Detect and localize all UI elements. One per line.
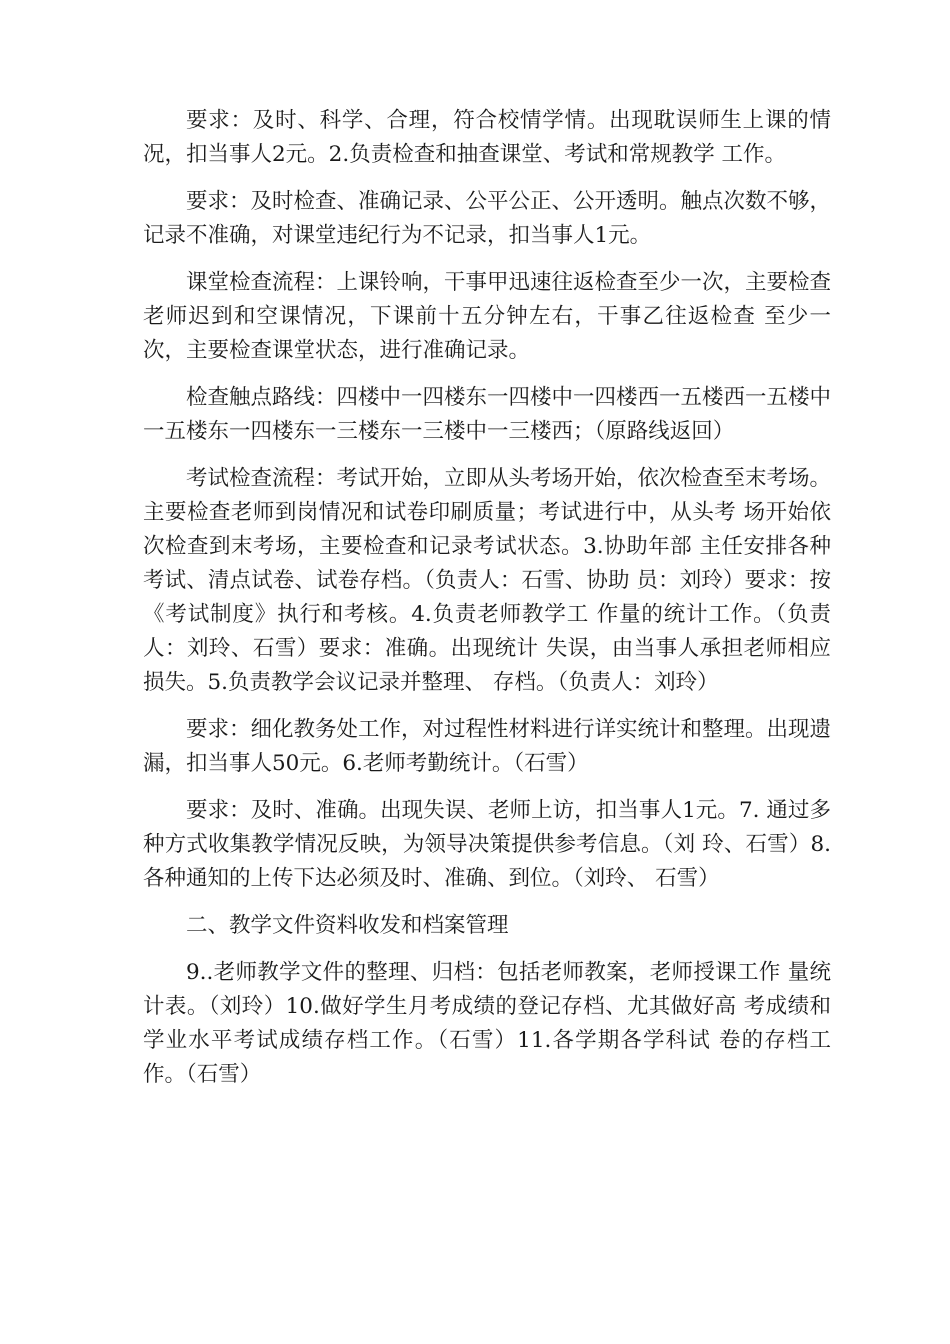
paragraph-requirements-inspection: 要求：及时检查、准确记录、公平公正、公开透明。触点次数不够，记录不准确，对课堂违纪行为不记录，扣当事人1元。: [143, 189, 832, 248]
paragraph-requirements-detailed: 要求：细化教务处工作，对过程性材料进行详实统计和整理。出现遗漏，扣当事人50元。6.老师考勤统计。（石雪）: [143, 717, 832, 776]
paragraph-requirements-accurate: 要求：及时、准确。出现失误、老师上访，扣当事人1元。7. 通过多种方式收集教学情况反映，为领导决策提供参考信息。（刘 玲、石雪）8.各种通知的上传下达必须及时、准确、到位。（刘玲、 石雪）: [143, 798, 831, 891]
paragraph-requirements-timely: 要求：及时、科学、合理，符合校情学情。出现耽误师生上课的情况，扣当事人2元。2.负责检查和抽查课堂、考试和常规教学 工作。: [143, 108, 831, 167]
document-body: [143, 104, 831, 1105]
paragraph-inspection-route: 检查触点路线：四楼中一四楼东一四楼中一四楼西一五楼西一五楼中一五楼东一四楼东一三楼东一三楼中一三楼西；（原路线返回）: [143, 385, 832, 444]
paragraph-exam-inspection-process: 考试检查流程：考试开始，立即从头考场开始，依次检查至末考场。主要检查老师到岗情况和试卷印刷质量；考试进行中，从头考 场开始依次检查到末考场，主要检查和记录考试状态。3.协助年部 主任安排各种考试、清点试卷、试卷存档。（负责人：石雪、协助 员：刘玲）要求：按《考试制度》执行和考核。4.负责老师教学工 作量的统计工作。（负责人：刘玲、石雪）要求：准确。出现统计 失误，由当事人承担老师相应损失。5.负责教学会议记录并整理、 存档。（负责人：刘玲）: [143, 466, 832, 695]
section-heading-document-management: 二、教学文件资料收发和档案管理: [186, 913, 509, 938]
paragraph-teaching-files-archiving: 9..老师教学文件的整理、归档：包括老师教案，老师授课工作 量统计表。（刘玲）10.做好学生月考成绩的登记存档、尤其做好高 考成绩和学业水平考试成绩存档工作。（石雪）11.各学期各学科试 卷的存档工作。（石雪）: [143, 960, 831, 1087]
paragraph-classroom-inspection-process: 课堂检查流程：上课铃响，干事甲迅速往返检查至少一次，主要检查老师迟到和空课情况，下课前十五分钟左右，干事乙往返检查 至少一次，主要检查课堂状态，进行准确记录。: [143, 270, 832, 363]
